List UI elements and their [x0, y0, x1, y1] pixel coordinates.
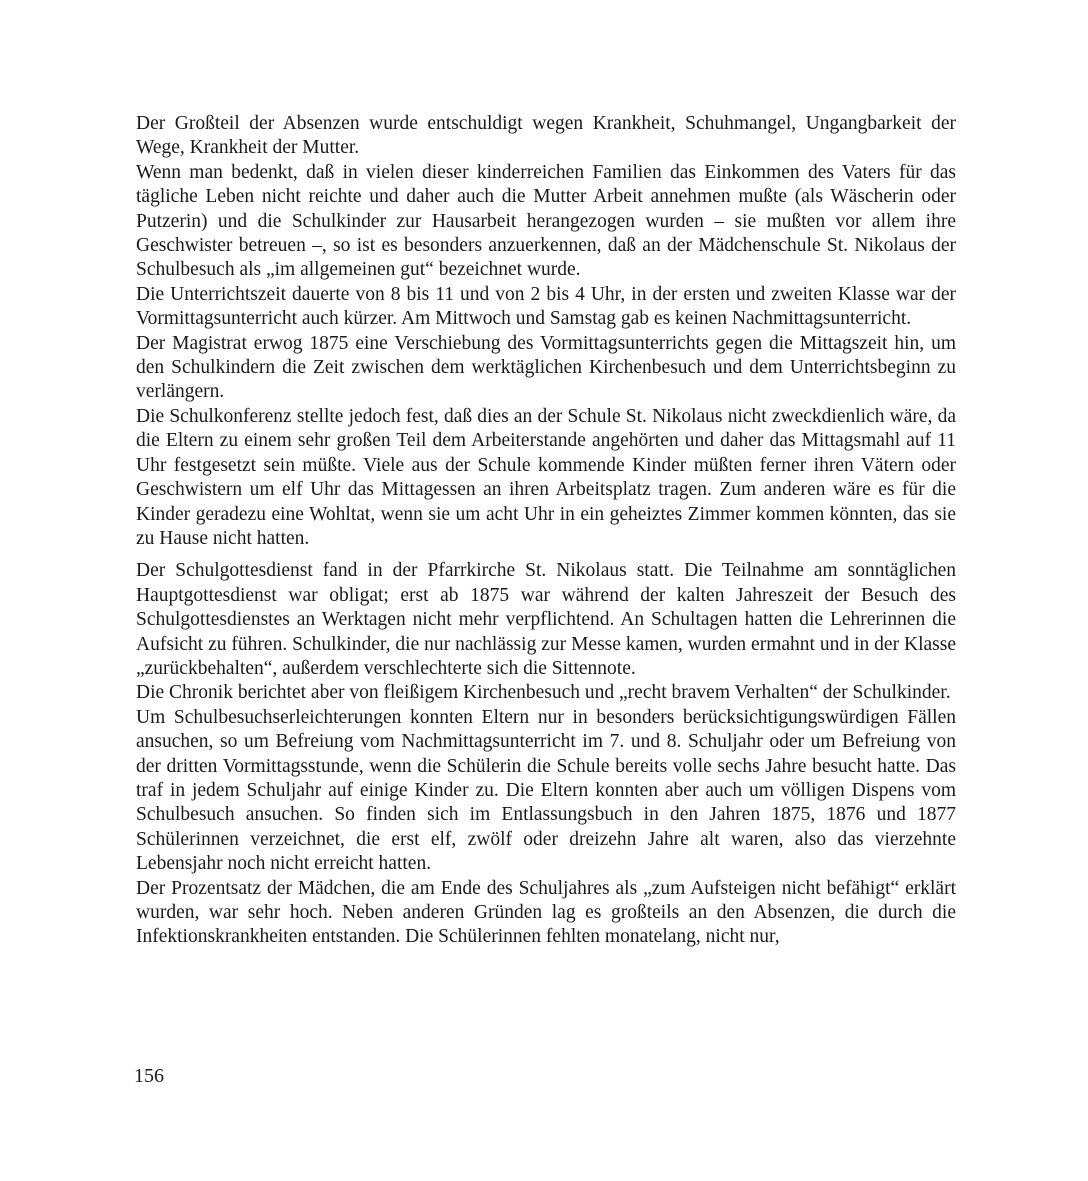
paragraph-absences: Der Großteil der Absenzen wurde entschuldigt wegen Krankheit, Schuhmangel, Ungangbarkeit der Wege, Krankheit der Mutter.	[136, 113, 956, 159]
paragraph-chronicle: Die Chronik berichtet aber von fleißigem Kirchenbesuch und „recht bravem Verhalten“ der Schulkinder.	[136, 682, 951, 704]
paragraph-promotion: Der Prozentsatz der Mädchen, die am Ende des Schuljahres als „zum Aufsteigen nicht befähigt“ erklärt wurden, war sehr hoch. Neben anderen Gründen lag es großteils an den Absenzen, die durch die Infektionskrankheiten entstanden. Die Schülerinnen fehlten monatelang, nicht nur,	[136, 877, 956, 948]
paragraph-school-conference: Die Schulkonferenz stellte jedoch fest, daß dies an der Schule St. Nikolaus nicht zweckdienlich wäre, da die Eltern zu einem sehr großen Teil dem Arbeiterstande angehörten und daher das Mittagsmahl auf 11 Uhr festgesetzt sein müßte. Viele aus der Schule kommende Kinder müßten ferner ihren Vätern oder Geschwistern um elf Uhr das Mittagessen an ihren Arbeitsplatz tragen. Zum anderen wäre es für die Kinder geradezu eine Wohltat, wenn sie um acht Uhr in ein geheiztes Zimmer kommen könnten, das sie zu Hause nicht hatten.	[136, 405, 956, 549]
paragraph-lesson-times: Die Unterrichtszeit dauerte von 8 bis 11 und von 2 bis 4 Uhr, in der ersten und zweiten Klasse war der Vormittagsunterricht auch kürzer. Am Mittwoch und Samstag gab es keinen Nachmittagsunterricht.	[136, 283, 956, 330]
paragraph-family-income: Wenn man bedenkt, daß in vielen dieser kinderreichen Familien das Einkommen des Vaters für das tägliche Leben nicht reichte und daher auch die Mutter Arbeit annehmen mußte (als Wäscherin oder Putzerin) und die Schulkinder zur Hausarbeit herangezogen wurden – sie mußten vor allem ihre Geschwister betreuen –, so ist es besonders anzuerkennen, daß an der Mädchenschule St. Nikolaus der Schulbesuch als „im allgemeinen gut“ bezeichnet wurde.	[136, 161, 956, 281]
paragraph-magistrate: Der Magistrat erwog 1875 eine Verschiebung des Vormittagsunterrichts gegen die Mittagszeit hin, um den Schulkindern die Zeit zwischen dem werktäglichen Kirchenbesuch und dem Unterrichtsbeginn zu verlängern.	[136, 332, 956, 403]
page-number: 156	[134, 1065, 164, 1087]
body-text	[136, 112, 956, 950]
paragraph-exemptions: Um Schulbesuchserleichterungen konnten Eltern nur in besonders berücksichtigungswürdigen Fällen ansuchen, so um Befreiung vom Nachmittagsunterricht im 7. und 8. Schuljahr oder um Befreiung von der dritten Vormittagsstunde, wenn die Schülerin die Schule bereits volle sechs Jahre besucht hatte. Das traf in jedem Schuljahr auf einige Kinder zu. Die Eltern konnten aber auch um völligen Dispens vom Schulbesuch ansuchen. So finden sich im Entlassungsbuch in den Jahren 1875, 1876 und 1877 Schülerinnen verzeichnet, die erst elf, zwölf oder dreizehn Jahre alt waren, also das vierzehnte Lebensjahr noch nicht erreicht hatten.	[136, 706, 956, 875]
paragraph-school-service: Der Schulgottesdienst fand in der Pfarrkirche St. Nikolaus statt. Die Teilnahme am sonntäglichen Hauptgottesdienst war obligat; erst ab 1875 war während der kalten Jahreszeit der Besuch des Schulgottesdienstes an Werktagen nicht mehr verpflichtend. An Schultagen hatten die Lehrerinnen die Aufsicht zu führen. Schulkinder, die nur nachlässig zur Messe kamen, wurden ermahnt und in der Klasse „zurückbehalten“, außerdem verschlechterte sich die Sittennote.	[136, 560, 956, 679]
